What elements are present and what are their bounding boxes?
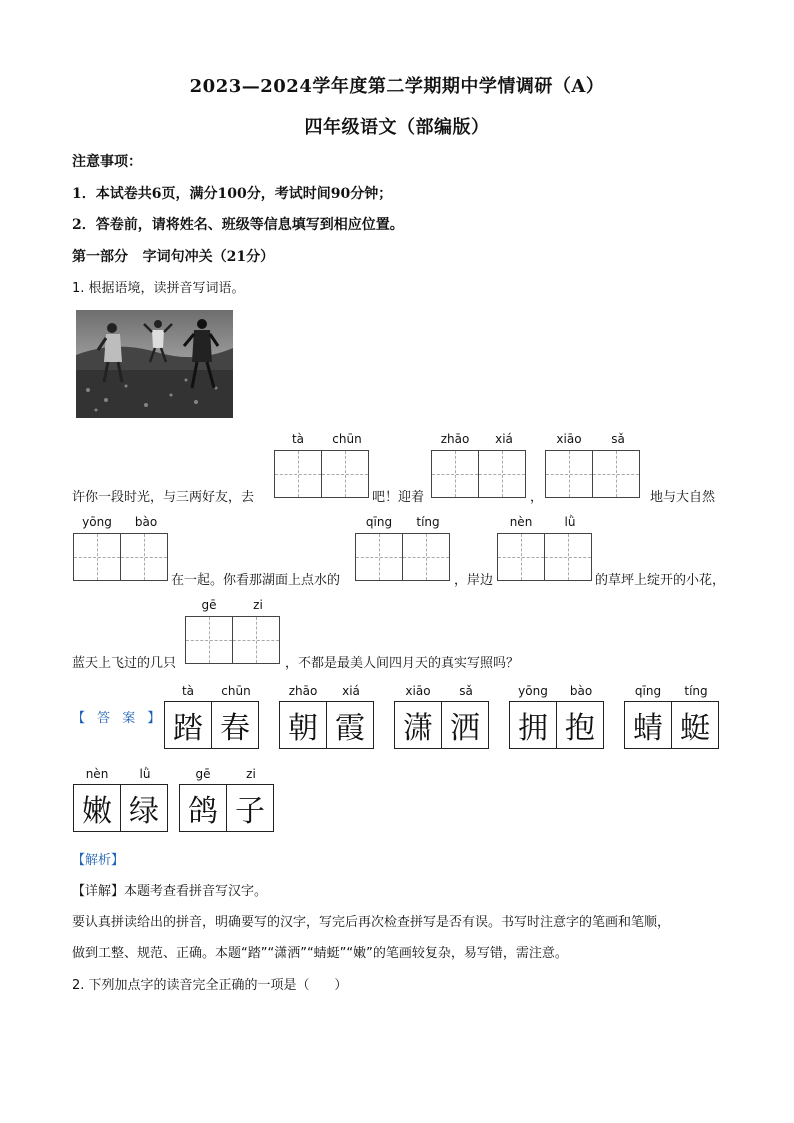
writing-cell[interactable] bbox=[274, 450, 322, 498]
notice-item-2: 2．答卷前，请将姓名、班级等信息填写到相应位置。 bbox=[72, 217, 404, 233]
writing-cell[interactable] bbox=[232, 616, 280, 664]
answer-char: 鸽 bbox=[179, 784, 227, 832]
writing-cell[interactable] bbox=[321, 450, 369, 498]
answer-label: 【 答 案 】 bbox=[72, 711, 165, 726]
question-1-text: 1. 根据语境，读拼音写词语。 bbox=[72, 281, 245, 296]
writing-box-qingting[interactable] bbox=[355, 533, 450, 581]
writing-cell[interactable] bbox=[402, 533, 450, 581]
answer-pinyin: lǜ bbox=[139, 767, 151, 781]
writing-cell[interactable] bbox=[478, 450, 526, 498]
answer-pinyin: tà bbox=[181, 684, 195, 698]
pinyin-ta: tà bbox=[291, 432, 305, 446]
answer-pinyin: chūn bbox=[221, 684, 251, 698]
answer-pinyin: tíng bbox=[684, 684, 708, 698]
illustration-photo bbox=[76, 310, 233, 418]
answer-char: 朝 bbox=[279, 701, 327, 749]
answer-pinyin: xiá bbox=[342, 684, 360, 698]
passage-text: ， bbox=[530, 490, 544, 505]
pinyin-nen: nèn bbox=[509, 515, 533, 529]
writing-box-tachun[interactable] bbox=[274, 450, 369, 498]
writing-box-gezi[interactable] bbox=[185, 616, 280, 664]
detail-line: 【详解】本题考查看拼音写汉字。 bbox=[72, 884, 268, 899]
exam-subtitle: 四年级语文（部编版） bbox=[304, 117, 490, 138]
explanation-line-2: 做到工整、规范、正确。本题“踏”“潇洒”“蜻蜓”“嫩”的笔画较复杂，易写错，需注意。 bbox=[72, 946, 568, 961]
answer-pinyin: gē bbox=[195, 767, 211, 781]
pinyin-zi: zi bbox=[253, 598, 263, 612]
passage-text: 蓝天上飞过的几只 bbox=[72, 656, 177, 671]
exam-title: 2023—2024学年度第二学期期中学情调研（A） bbox=[189, 76, 605, 97]
writing-cell[interactable] bbox=[355, 533, 403, 581]
answer-pinyin: sǎ bbox=[459, 684, 473, 698]
answer-char: 霞 bbox=[326, 701, 374, 749]
answer-char: 子 bbox=[226, 784, 274, 832]
answer-char: 抱 bbox=[556, 701, 604, 749]
answer-char: 潇 bbox=[394, 701, 442, 749]
pinyin-qing: qīng bbox=[365, 515, 393, 529]
passage-text: 地与大自然 bbox=[650, 490, 716, 505]
writing-cell[interactable] bbox=[545, 450, 593, 498]
part1-heading: 第一部分 字词句冲关（21分） bbox=[72, 249, 275, 265]
writing-cell[interactable] bbox=[185, 616, 233, 664]
answer-box-tachun bbox=[164, 701, 259, 749]
answer-pinyin: yōng bbox=[518, 684, 548, 698]
answer-box-qingting bbox=[624, 701, 719, 749]
answer-char: 拥 bbox=[509, 701, 557, 749]
pinyin-zhao: zhāo bbox=[440, 432, 470, 446]
answer-char: 蜻 bbox=[624, 701, 672, 749]
answer-char: 蜓 bbox=[671, 701, 719, 749]
pinyin-ting: tíng bbox=[416, 515, 440, 529]
pinyin-bao: bào bbox=[134, 515, 158, 529]
writing-cell[interactable] bbox=[497, 533, 545, 581]
notice-heading: 注意事项： bbox=[72, 154, 142, 170]
pinyin-sa: sǎ bbox=[611, 432, 625, 446]
passage-text: 在一起。你看那湖面上点水的 bbox=[171, 573, 341, 588]
passage-text: ，岸边 bbox=[454, 573, 494, 588]
notice-item-1: 1．本试卷共6页，满分100分，考试时间90分钟； bbox=[72, 186, 393, 202]
answer-pinyin: zhāo bbox=[288, 684, 318, 698]
pinyin-xia: xiá bbox=[495, 432, 513, 446]
writing-cell[interactable] bbox=[544, 533, 592, 581]
question-2-text: 2. 下列加点字的读音完全正确的一项是（ ） bbox=[72, 978, 348, 993]
answer-char: 春 bbox=[211, 701, 259, 749]
writing-box-nenlu[interactable] bbox=[497, 533, 592, 581]
answer-pinyin: zi bbox=[246, 767, 256, 781]
answer-box-nenlu bbox=[73, 784, 168, 832]
writing-cell[interactable] bbox=[120, 533, 168, 581]
pinyin-yong: yōng bbox=[82, 515, 112, 529]
writing-cell[interactable] bbox=[73, 533, 121, 581]
answer-box-xiaosa bbox=[394, 701, 489, 749]
pinyin-lu: lǜ bbox=[564, 515, 576, 529]
passage-text: 的草坪上绽开的小花， bbox=[595, 573, 726, 588]
pinyin-chun: chūn bbox=[332, 432, 362, 446]
answer-pinyin: qīng bbox=[634, 684, 662, 698]
answer-char: 洒 bbox=[441, 701, 489, 749]
answer-pinyin: nèn bbox=[85, 767, 109, 781]
analysis-label: 【解析】 bbox=[72, 853, 125, 868]
answer-box-gezi bbox=[179, 784, 274, 832]
passage-text: 吧！迎着 bbox=[372, 490, 425, 505]
answer-pinyin: bào bbox=[569, 684, 593, 698]
answer-char: 绿 bbox=[120, 784, 168, 832]
answer-box-yongbao bbox=[509, 701, 604, 749]
passage-text: ，不都是最美人间四月天的真实写照吗？ bbox=[285, 656, 520, 671]
answer-box-zhaoxia bbox=[279, 701, 374, 749]
writing-box-xiaosa[interactable] bbox=[545, 450, 640, 498]
explanation-line-1: 要认真拼读给出的拼音，明确要写的汉字，写完后再次检查拼写是否有误。书写时注意字的笔画和笔顺， bbox=[72, 915, 671, 930]
pinyin-ge: gē bbox=[201, 598, 217, 612]
pinyin-xiao: xiāo bbox=[556, 432, 582, 446]
writing-cell[interactable] bbox=[431, 450, 479, 498]
answer-char: 嫩 bbox=[73, 784, 121, 832]
answer-char: 踏 bbox=[164, 701, 212, 749]
writing-cell[interactable] bbox=[592, 450, 640, 498]
writing-box-yongbao[interactable] bbox=[73, 533, 168, 581]
writing-box-zhaoxia[interactable] bbox=[431, 450, 526, 498]
answer-pinyin: xiāo bbox=[405, 684, 431, 698]
passage-text: 许你一段时光，与三两好友，去 bbox=[72, 490, 255, 505]
